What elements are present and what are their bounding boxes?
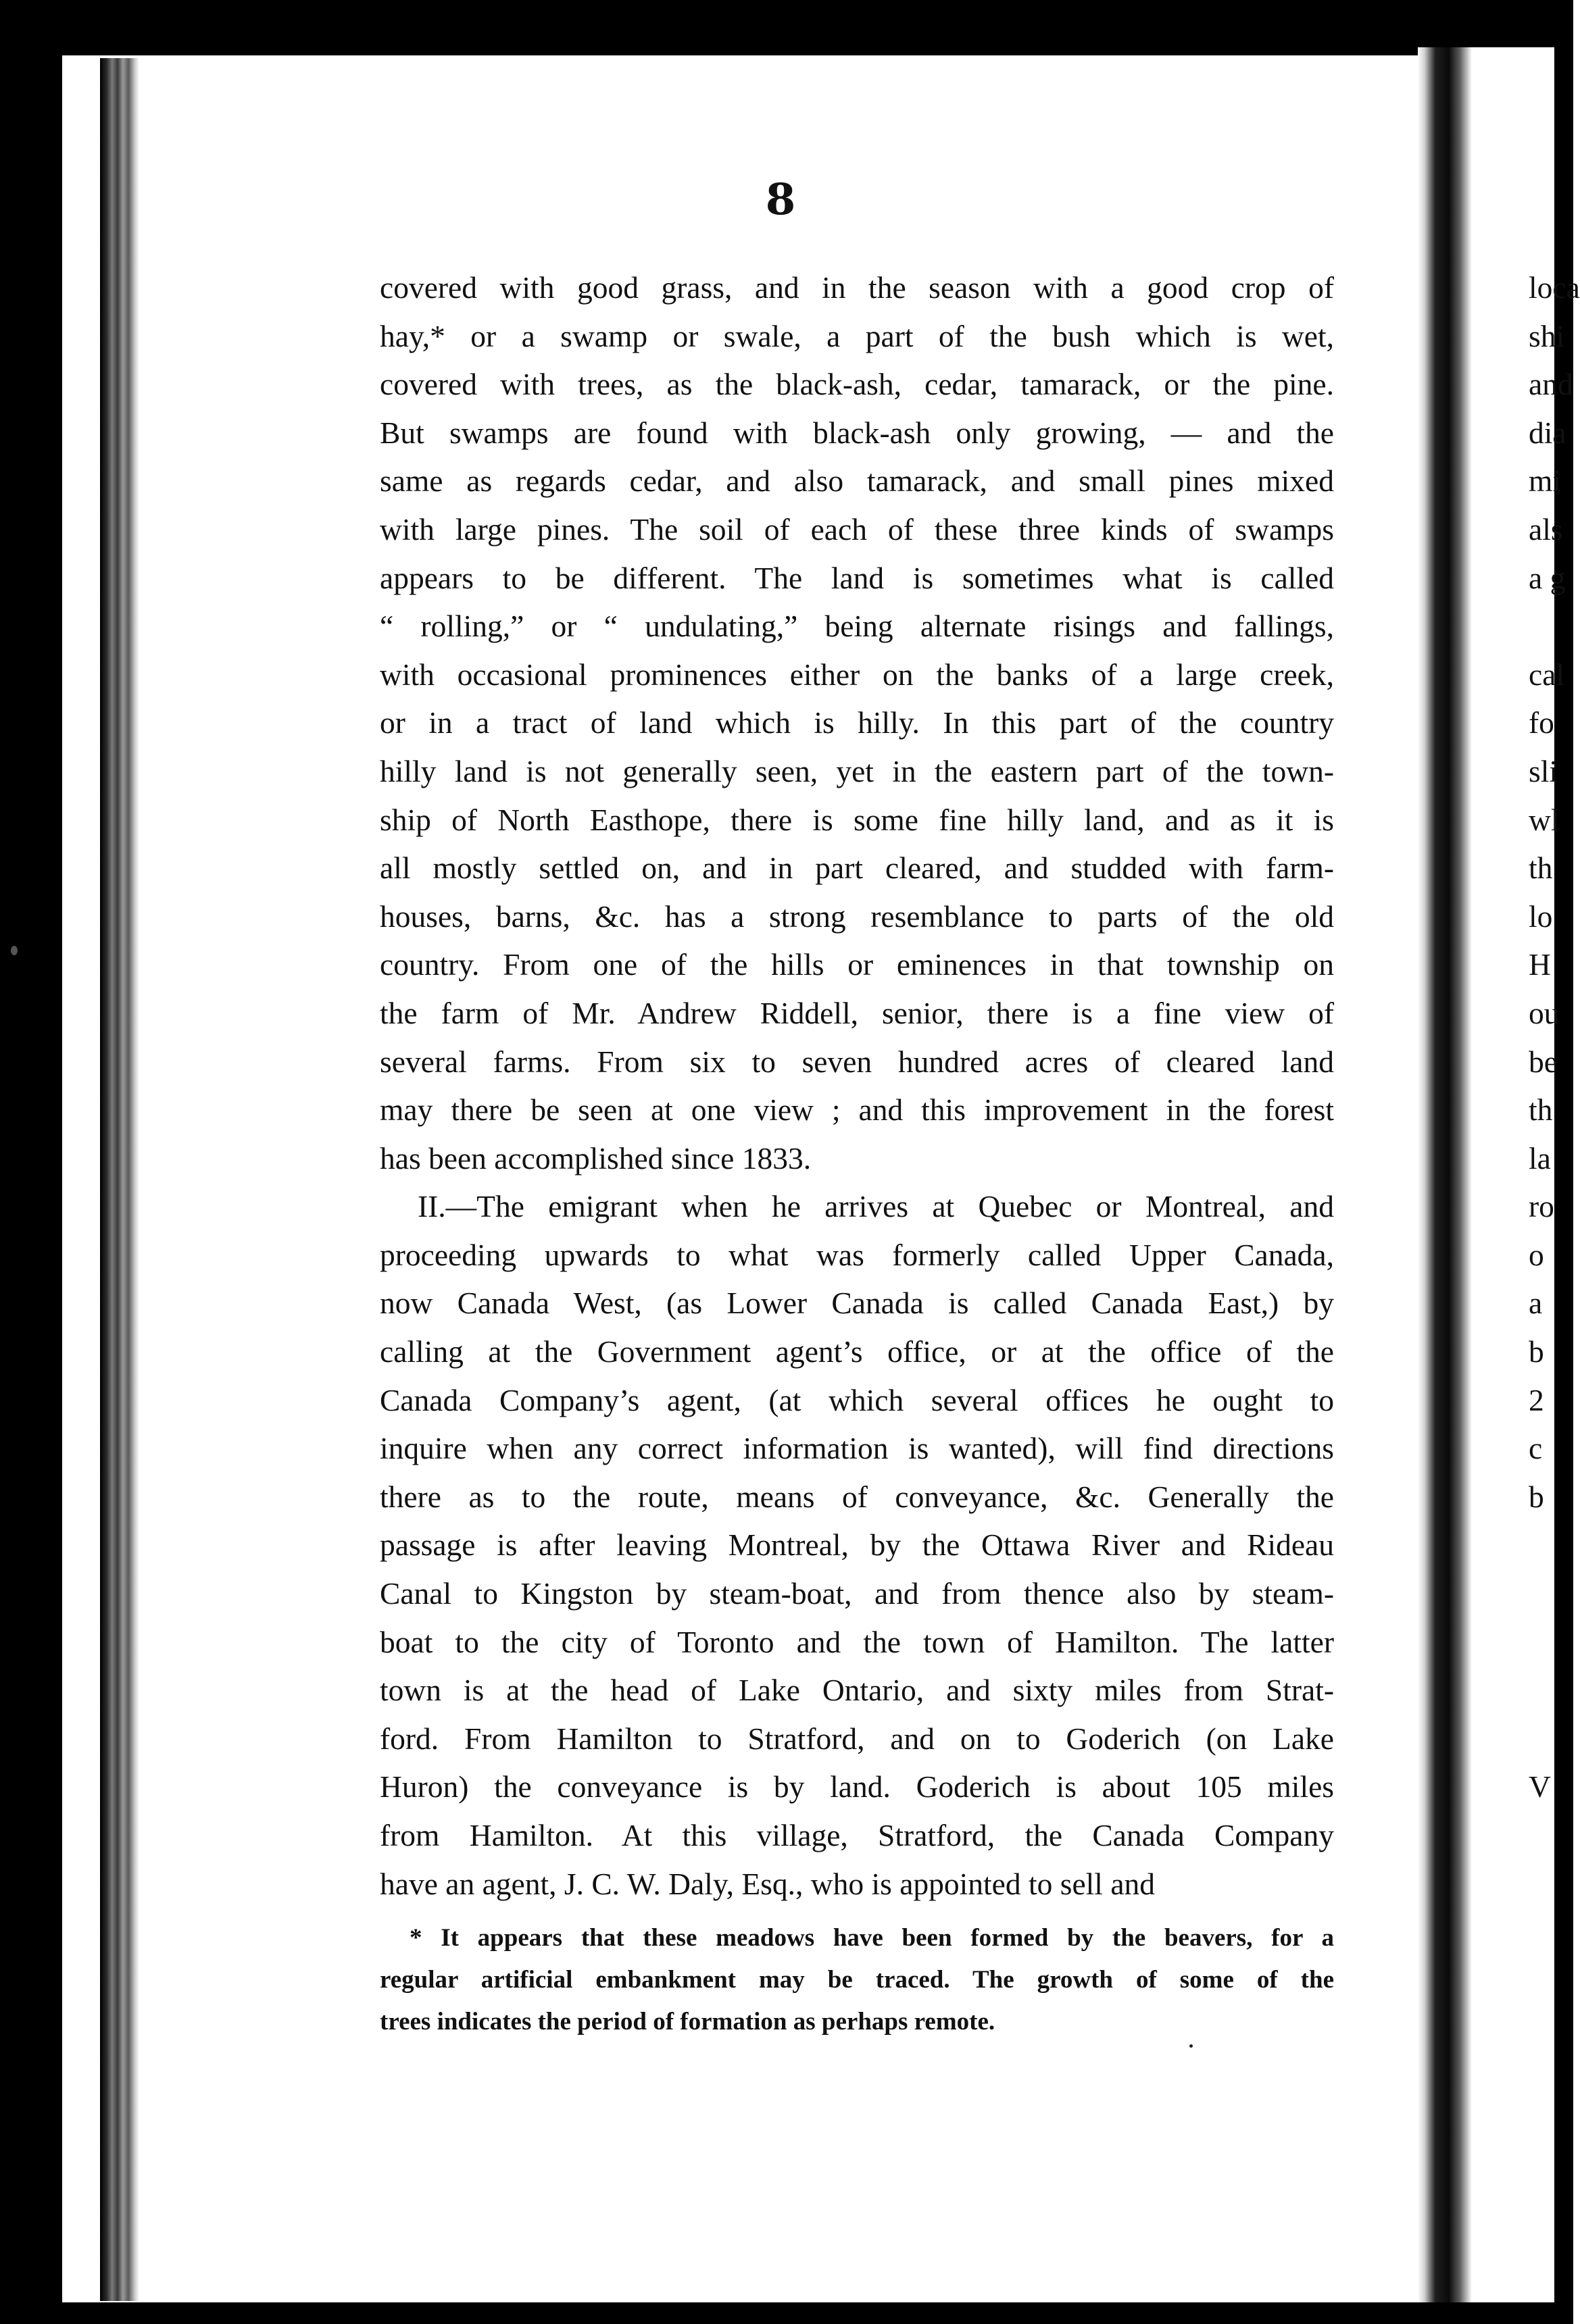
facing-page-fragment: als [1529, 511, 1563, 547]
body-line: proceeding upwards to what was formerly called Upper Canada, [380, 1237, 1334, 1272]
facing-page-fragment [1529, 602, 1573, 651]
body-line: or in a tract of land which is hilly. In this part of the country [380, 705, 1334, 740]
body-line: But swamps are found with black-ash only growing, — and the [380, 415, 1334, 450]
facing-page-fragment: la [1529, 1140, 1551, 1176]
body-line: hilly land is not generally seen, yet in the eastern part of the town- [380, 753, 1334, 788]
footnote-line: * It appears that these meadows have been formed by the beavers, for a [410, 1924, 1334, 1952]
body-line: have an agent, J. C. W. Daly, Esq., who is appointed to sell and [380, 1866, 1156, 1901]
facing-page-fragment: b [1529, 1334, 1544, 1369]
facing-page-fragment [1529, 1715, 1573, 1763]
body-text [380, 263, 1334, 1908]
scan-speck [1189, 2044, 1193, 2048]
facing-page-fragment: o [1529, 1237, 1544, 1272]
facing-page-fragment: loca [1529, 270, 1580, 305]
facing-page-fragment: a [1529, 1286, 1543, 1321]
scan-speck [11, 946, 18, 955]
body-line: Huron) the conveyance is by land. Goderich is about 105 miles [380, 1769, 1334, 1804]
facing-page-fragment: be [1529, 1044, 1558, 1079]
body-line: covered with good grass, and in the season with a good crop of [380, 270, 1334, 305]
body-line: country. From one of the hills or eminences in that township on [380, 947, 1334, 982]
body-line: covered with trees, as the black-ash, cedar, tamarack, or the pine. [380, 367, 1334, 402]
body-line: several farms. From six to seven hundred acres of cleared land [380, 1044, 1334, 1079]
facing-page-fragment: H [1529, 947, 1551, 982]
body-line: may there be seen at one view ; and this improvement in the forest [380, 1092, 1334, 1128]
scan-border-left [0, 0, 62, 2324]
facing-page-fragment: b [1529, 1479, 1544, 1514]
facing-page-fragment: a g [1529, 560, 1566, 595]
facing-page-fragment [1529, 1618, 1573, 1667]
facing-page-fragment: th [1529, 851, 1553, 886]
facing-page-fragment: wl [1529, 802, 1560, 837]
footnote-line: regular artificial embankment may be traced. The growth of some of the [380, 1966, 1334, 1994]
body-line: from Hamilton. At this village, Stratford, the Canada Company [380, 1818, 1334, 1852]
facing-page-fragment: and [1529, 367, 1573, 402]
facing-page-fragment: th [1529, 1092, 1553, 1128]
body-line: boat to the city of Toronto and the town of Hamilton. The latter [380, 1624, 1334, 1659]
body-line: same as regards cedar, and also tamarack, and small pines mixed [380, 463, 1334, 499]
body-line: passage is after leaving Montreal, by the Ottawa River and Rideau [380, 1527, 1334, 1563]
body-line: hay,* or a swamp or swale, a part of the bush which is wet, [380, 318, 1334, 353]
body-line: calling at the Government agent’s office, or at the office of the [380, 1334, 1334, 1369]
body-line: Canal to Kingston by steam-boat, and from thence also by steam- [380, 1576, 1334, 1611]
facing-page-fragment: 2 [1529, 1382, 1544, 1417]
body-line: with large pines. The soil of each of these three kinds of swamps [380, 511, 1334, 547]
facing-page-fragment: c [1529, 1431, 1543, 1466]
scan-border-bottom [0, 2302, 1573, 2324]
body-line: houses, barns, &c. has a strong resemblance to parts of the old [380, 899, 1334, 934]
facing-page-fragment: lo [1529, 899, 1553, 934]
body-line: appears to be different. The land is sometimes what is called [380, 560, 1334, 595]
facing-page-fragment: fo [1529, 705, 1554, 740]
body-line: has been accomplished since 1833. [380, 1140, 812, 1176]
body-line: town is at the head of Lake Ontario, and sixty miles from Strat- [380, 1673, 1334, 1708]
facing-page-fragment [1529, 1666, 1573, 1715]
facing-page-fragment: V [1529, 1769, 1551, 1804]
facing-page-fragment: dia [1529, 415, 1566, 450]
body-line: there as to the route, means of conveyance, &c. Generally the [380, 1479, 1334, 1514]
footnote-line: trees indicates the period of formation as perhaps remote. [380, 2008, 995, 2036]
scan-border-top [0, 0, 1573, 59]
body-line: ship of North Easthope, there is some fine hilly land, and as it is [380, 802, 1334, 837]
body-line: now Canada West, (as Lower Canada is called Canada East,) by [380, 1286, 1334, 1321]
body-line: with occasional prominences either on the banks of a large creek, [380, 657, 1334, 692]
facing-page-fragment: ro [1529, 1189, 1554, 1224]
facing-page-fragment: ou [1529, 995, 1560, 1030]
footnote [380, 1917, 1334, 2043]
facing-page-fragment: mi [1529, 463, 1562, 499]
body-line: inquire when any correct information is wanted), will find directions [380, 1431, 1334, 1466]
page-number: 8 [765, 174, 796, 225]
facing-page-fragment [1529, 1521, 1573, 1569]
facing-page-fragment: cal [1529, 657, 1565, 692]
facing-page-fragment: shi [1529, 318, 1565, 353]
facing-page-text-fragments [1529, 263, 1580, 1811]
body-line: II.—The emigrant when he arrives at Quebec or Montreal, and [418, 1189, 1334, 1224]
facing-page-fragment [1529, 1569, 1573, 1618]
body-line: all mostly settled on, and in part cleared, and studded with farm- [380, 851, 1334, 886]
book-gutter [1418, 47, 1472, 2307]
body-line: “ rolling,” or “ undulating,” being alternate risings and fallings, [380, 609, 1334, 644]
body-line: the farm of Mr. Andrew Riddell, senior, there is a fine view of [380, 995, 1334, 1030]
page-edge-shadow [100, 58, 139, 2301]
body-line: ford. From Hamilton to Stratford, and on to Goderich (on Lake [380, 1721, 1334, 1756]
body-line: Canada Company’s agent, (at which several offices he ought to [380, 1382, 1334, 1417]
facing-page-fragment: sli [1529, 753, 1558, 788]
